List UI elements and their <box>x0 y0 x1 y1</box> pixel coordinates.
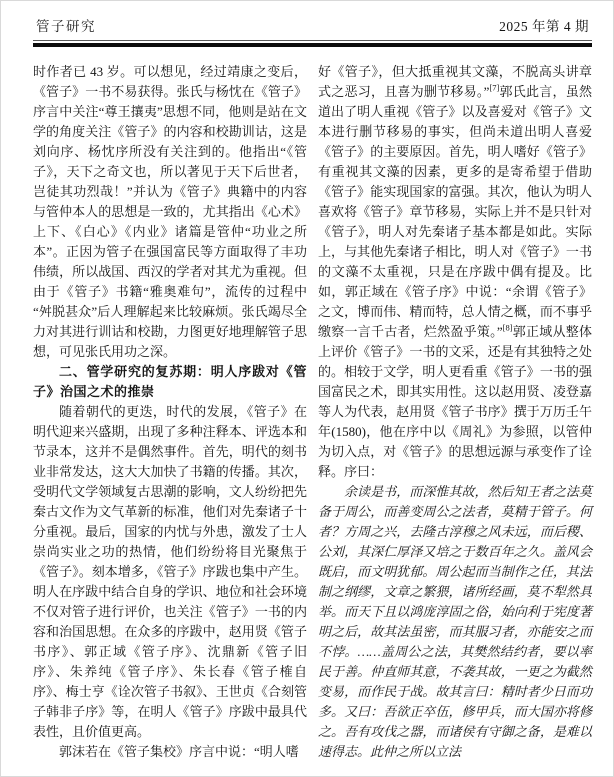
paragraph-zhang-shi-continuation: 时作者已 43 岁。可以想见，经过靖康之变后，《管子》一书不易获得。张氏与杨忱在《管子》序言中关注“尊王攘夷”思想不同，他则是站在文学的角度关注《管子》的内容和校勘训诂，这是刘向序、杨忱序所没有关注到的。他指出“《管子》，天下之奇文也，所以著见于天下后世者，岂徒其功烈哉！”并认为《管子》典籍中的内容与管仲本人的思想是一致的，尤其指出《心术》上下、《白心》《内业》诸篇是管仲“功业之所本”。正因为管子在强国富民等方面取得了丰功伟绩，所以战国、西汉的学者对其尤为重视。但由于《管子》书籍“雅奥难句”，流传的过程中“舛脱甚众”后人理解起来比较麻烦。张氏竭尽全力对其进行训诂和校勘，力图更好地理解管子思想，可见张氏用功之深。 <box>33 63 307 359</box>
article-body <box>33 62 592 762</box>
footnote-ref-7: [7] <box>489 82 500 93</box>
left-column <box>33 62 307 762</box>
text-segment: 好《管子》，但大抵重视其文藻，不脱高头讲章式之恶习，且喜为删节移易。” <box>318 63 592 99</box>
paragraph-guo-moruo: 郭沫若在《管子集校》序言中说：“明人嗜 <box>59 743 299 759</box>
footnote-ref-8: [8] <box>502 322 513 333</box>
header-rule-thin <box>33 40 592 41</box>
right-column <box>318 62 592 762</box>
text-segment: 郭正域从整体上评价《管子》一书的文采，还是有其独特之处的。相较于文学，明人更看重《管子》一书的强国富民之术，即其实用性。这以赵用贤、凌登嘉等人为代表，赵用贤《管子书序》撰于万历壬午年(1580)，他在序中以《周礼》为参照，以管仲为切入点，对《管子》的思想远源与承变作了诠释。序曰： <box>318 323 592 479</box>
zhao-yongxian-preface-quote: 余读是书，而深惟其故，然后知王者之法莫备于周公，而善变周公之法者，莫精于管子。何者？方周之兴，去隆古淳穆之风未远，而后稷、公刘，其深仁厚泽又培之于数百年之久。盖风会既启，而文明犹郁。周公起而当制作之任，其法制之纲缪，文章之繁猥，诸所经画，莫不犁然具举。而天下且以鸿庞淳固之俗，始向利于宪度著明之后，故其法虽密，而其服习者，亦能安之而不悖。……盖周公之法，其樊然结约者，要以率民于善。仲直师其意，不袭其故，一更之为截然变易，而作民于战。故其言曰：精时者少日而功多。又曰：吾欲正卒伍，修甲兵，而大国亦将修之。吾有攻伐之器，而诸侯有守御之备，是难以速得志。此仲之所以立法 <box>318 483 592 759</box>
paragraph-ming-revival: 随着朝代的更迭，时代的发展，《管子》在明代迎来兴盛期，出现了多种注释本、评选本和节录本，这并不是偶然事件。首先，明代的刻书业非常发达，这大大加快了书籍的传播。其次，受明代文学领域复古思潮的影响，文人纷纷把先秦古文作为文气革新的标准，他们对先秦诸子十分重视。最后，国家的内忧与外患，激发了士人崇尚实业之功的热情，他们纷纷将目光聚焦于《管子》。刻本增多，《管子》序跋也集中产生。明人在序跋中结合自身的学识、地位和社会环境不仅对管子进行评价，也关注《管子》一书的内容和治国思想。在众多的序跋中，赵用贤《管子书序》、郭正域《管子序》、沈鼎新《管子旧序》、朱养纯《管子序》、朱长春《管子榷自序》、梅士亨《诠次管子书叙》、王世贞《合刻管子韩非子序》等，在明人《管子》序跋中最具代表性，且价值更高。 <box>33 403 307 739</box>
page-header <box>33 13 592 40</box>
journal-title: 管子研究 <box>36 19 96 34</box>
issue-label: 2025 年第 4 期 <box>499 19 589 34</box>
section-heading: 二、管学研究的复苏期：明人序跋对《管子》治国之术的推崇 <box>33 363 307 399</box>
text-segment: 郭氏此言，虽然道出了明人重视《管子》以及喜爱对《管子》文本进行删节移易的事实，但尚未道出明人喜爱《管子》的主要原因。首先，明人嗜好《管子》有重视其文藻的因素，更多的是寄希望于借助《管子》能实现国家的富强。其次，他认为明人喜欢将《管子》章节移易，实际上并不是只针对《管子》，明人对先秦诸子基本都是如此。实际上，与其他先秦诸子相比，明人对《管子》一书的文藻不太重视，只是在序跋中偶有提及。比如，郭正域在《管子序》中说：“余谓《管子》之文，博而伟、精而特，总人情之概，而不事乎缴察一言千古者，烂然盈乎策。” <box>318 83 592 339</box>
paragraph-guo-moruo-continuation <box>318 62 592 482</box>
header-rule-thick <box>33 43 592 47</box>
